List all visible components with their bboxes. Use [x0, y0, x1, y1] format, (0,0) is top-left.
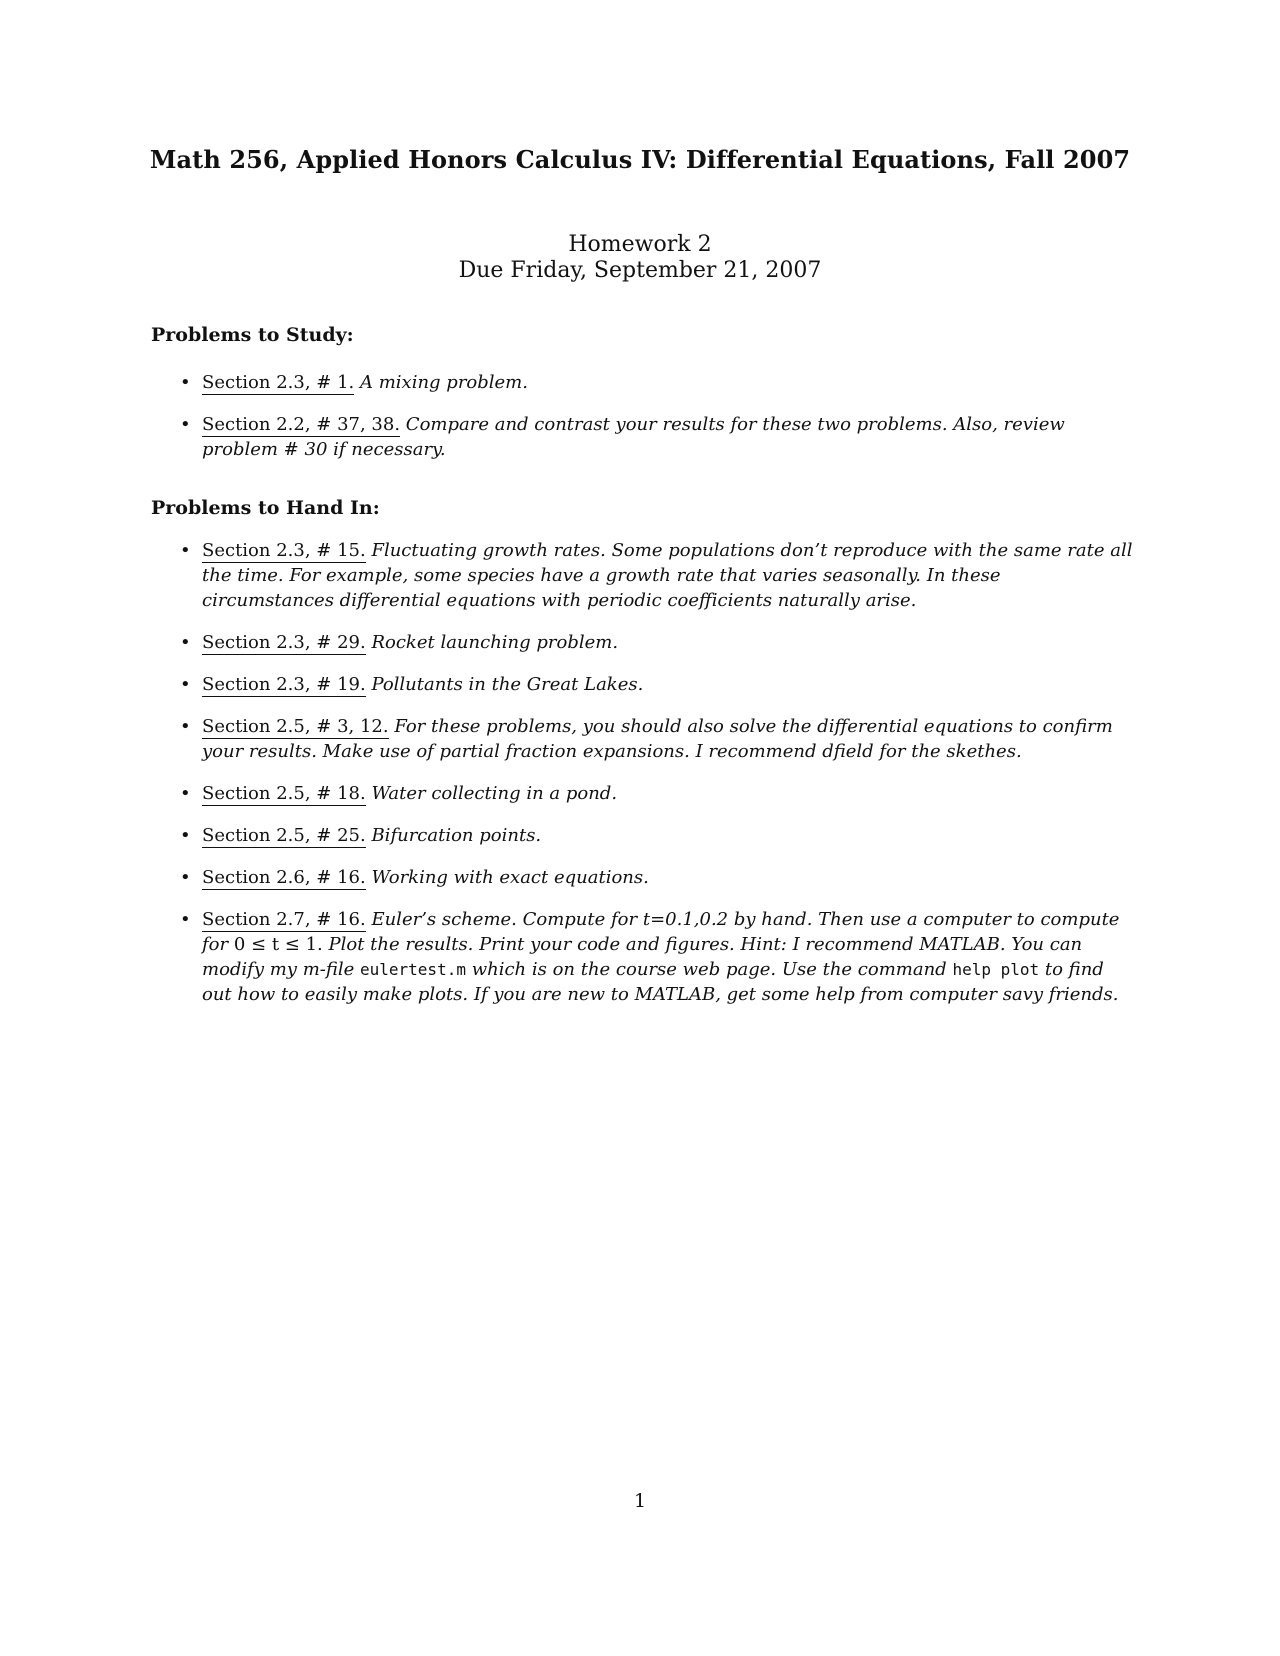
section-ref: Section 2.3, # 19.: [202, 674, 366, 695]
section-ref: Section 2.5, # 18.: [202, 783, 366, 804]
bullet-icon: •: [180, 909, 191, 930]
section-ref: Section 2.5, # 25.: [202, 825, 366, 846]
bullet-icon: •: [180, 632, 191, 653]
page-number: 1: [633, 1490, 647, 1512]
due-date: Due Friday, September 21, 2007: [458, 258, 822, 283]
problem-desc: Compare and contrast your results for these two problems. Also, review problem # 30 if necessary.: [202, 414, 1065, 460]
list-item: [151, 907, 1136, 1007]
problem-desc-part: to find out how to easily make plots. If you are new to MATLAB, get some help from computer savy friends.: [202, 959, 1119, 1005]
problem-desc-part: Euler’s scheme. Compute for t=0.1,0.2 by hand. Then use a computer to compute for: [202, 909, 1120, 955]
problem-desc-part: Plot the results. Print your code and figures. Hint: I recommend MATLAB. You can modify my m-file: [202, 934, 1083, 980]
problem-desc: A mixing problem.: [360, 372, 528, 393]
bullet-icon: •: [180, 825, 191, 846]
study-heading: Problems to Study:: [151, 324, 354, 346]
list-item: [151, 714, 1136, 764]
problem-desc: Rocket launching problem.: [371, 632, 619, 653]
section-ref: Section 2.3, # 29.: [202, 632, 366, 653]
problem-desc-part: which is on the course web page. Use the command: [471, 959, 947, 980]
code-command: help plot: [952, 960, 1040, 979]
list-item: [151, 672, 1136, 697]
math-range: 0 ≤ t ≤ 1.: [233, 934, 323, 955]
assignment-header: [0, 232, 1280, 284]
bullet-icon: •: [180, 540, 191, 561]
problem-desc: Working with exact equations.: [371, 867, 649, 888]
list-item: [151, 538, 1136, 613]
study-list: [151, 370, 1136, 479]
bullet-icon: •: [180, 867, 191, 888]
handin-heading: Problems to Hand In:: [151, 497, 380, 519]
bullet-icon: •: [180, 414, 191, 435]
list-item: [151, 823, 1136, 848]
list-item: [151, 412, 1136, 462]
list-item: [151, 630, 1136, 655]
section-ref: Section 2.6, # 16.: [202, 867, 366, 888]
list-item: [151, 370, 1136, 395]
problem-desc: For these problems, you should also solve the differential equations to confirm your results. Make use of partial fraction expansions. I recommend dfield for the skethes.: [202, 716, 1113, 762]
code-filename: eulertest.m: [360, 960, 466, 979]
problem-desc: Pollutants in the Great Lakes.: [371, 674, 644, 695]
bullet-icon: •: [180, 716, 191, 737]
course-title: Math 256, Applied Honors Calculus IV: Differential Equations, Fall 2007: [149, 145, 1131, 174]
section-ref: Section 2.3, # 1.: [202, 372, 355, 393]
section-ref: Section 2.5, # 3, 12.: [202, 716, 389, 737]
problem-desc: Bifurcation points.: [371, 825, 542, 846]
section-ref: Section 2.2, # 37, 38.: [202, 414, 401, 435]
bullet-icon: •: [180, 783, 191, 804]
bullet-icon: •: [180, 674, 191, 695]
problem-desc: Water collecting in a pond.: [371, 783, 618, 804]
list-item: [151, 865, 1136, 890]
problem-desc: Fluctuating growth rates. Some populations don’t reproduce with the same rate all the time. For example, some species have a growth rate that varies seasonally. In these circumstances differential equations with periodic coefficients naturally arise.: [202, 540, 1133, 611]
section-ref: Section 2.7, # 16.: [202, 909, 366, 930]
handin-list: [151, 538, 1136, 1024]
bullet-icon: •: [180, 372, 191, 393]
list-item: [151, 781, 1136, 806]
section-ref: Section 2.3, # 15.: [202, 540, 366, 561]
homework-label: Homework 2: [568, 232, 712, 257]
